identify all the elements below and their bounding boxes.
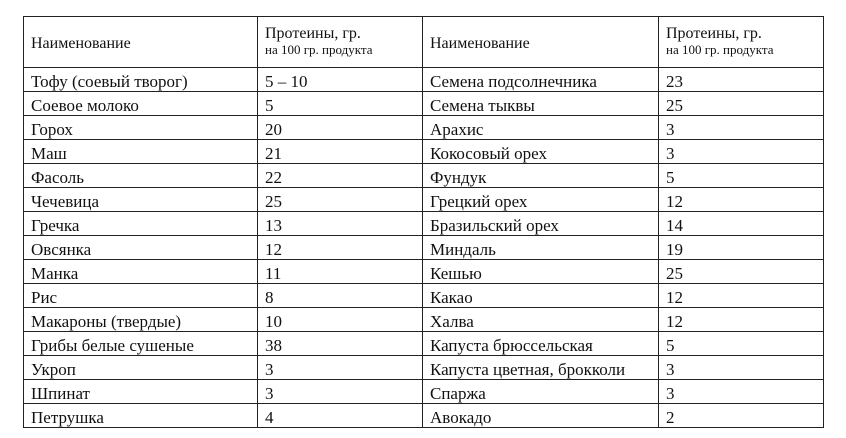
cell-name-right: Грецкий орех <box>423 188 659 212</box>
column-header-protein-left <box>258 17 423 68</box>
cell-protein-left: 20 <box>258 116 423 140</box>
cell-protein-right: 5 <box>659 332 824 356</box>
cell-protein-left: 4 <box>258 404 423 428</box>
cell-name-right: Кешью <box>423 260 659 284</box>
cell-name-left: Гречка <box>24 212 258 236</box>
cell-name-right: Авокадо <box>423 404 659 428</box>
table-row <box>24 308 824 332</box>
table-row <box>24 188 824 212</box>
column-header-name-right <box>423 17 659 68</box>
cell-protein-right: 23 <box>659 68 824 92</box>
table-row <box>24 404 824 428</box>
cell-name-right: Какао <box>423 284 659 308</box>
table-body <box>24 17 824 428</box>
cell-protein-left: 12 <box>258 236 423 260</box>
cell-name-left: Фасоль <box>24 164 258 188</box>
cell-name-right: Кокосовый орех <box>423 140 659 164</box>
column-header-name-left <box>24 17 258 68</box>
cell-protein-left: 22 <box>258 164 423 188</box>
column-header-protein-right <box>659 17 824 68</box>
cell-name-left: Горох <box>24 116 258 140</box>
cell-name-left: Овсянка <box>24 236 258 260</box>
column-header-name-right-label: Наименование <box>430 35 530 52</box>
column-header-protein-left-line2: на 100 гр. продукта <box>265 42 373 57</box>
cell-name-right: Капуста брюссельская <box>423 332 659 356</box>
table-row <box>24 140 824 164</box>
cell-protein-right: 19 <box>659 236 824 260</box>
table-row <box>24 92 824 116</box>
column-header-name-left-label: Наименование <box>31 35 131 52</box>
cell-name-right: Бразильский орех <box>423 212 659 236</box>
protein-table <box>23 16 824 428</box>
table-row <box>24 260 824 284</box>
table-row <box>24 212 824 236</box>
cell-name-left: Чечевица <box>24 188 258 212</box>
cell-name-right: Спаржа <box>423 380 659 404</box>
cell-protein-left: 3 <box>258 356 423 380</box>
cell-name-right: Фундук <box>423 164 659 188</box>
cell-name-right: Халва <box>423 308 659 332</box>
cell-protein-right: 3 <box>659 116 824 140</box>
column-header-protein-right-line2: на 100 гр. продукта <box>666 42 774 57</box>
cell-protein-left: 5 – 10 <box>258 68 423 92</box>
cell-protein-right: 3 <box>659 140 824 164</box>
cell-name-left: Тофу (соевый творог) <box>24 68 258 92</box>
cell-name-left: Петрушка <box>24 404 258 428</box>
cell-protein-right: 12 <box>659 188 824 212</box>
cell-protein-left: 21 <box>258 140 423 164</box>
table-row <box>24 68 824 92</box>
cell-protein-left: 11 <box>258 260 423 284</box>
cell-name-right: Семена подсолнечника <box>423 68 659 92</box>
table-row <box>24 380 824 404</box>
cell-protein-right: 25 <box>659 92 824 116</box>
cell-name-left: Макароны (твердые) <box>24 308 258 332</box>
cell-protein-right: 14 <box>659 212 824 236</box>
cell-name-right: Семена тыквы <box>423 92 659 116</box>
cell-name-left: Маш <box>24 140 258 164</box>
table-row <box>24 164 824 188</box>
cell-protein-left: 10 <box>258 308 423 332</box>
cell-protein-left: 3 <box>258 380 423 404</box>
cell-protein-right: 3 <box>659 380 824 404</box>
cell-name-left: Соевое молоко <box>24 92 258 116</box>
cell-name-left: Манка <box>24 260 258 284</box>
column-header-protein-right-line1: Протеины, гр. <box>666 25 762 42</box>
cell-protein-right: 12 <box>659 284 824 308</box>
cell-protein-right: 5 <box>659 164 824 188</box>
cell-name-right: Арахис <box>423 116 659 140</box>
cell-protein-left: 38 <box>258 332 423 356</box>
cell-protein-right: 2 <box>659 404 824 428</box>
cell-name-right: Капуста цветная, брокколи <box>423 356 659 380</box>
table-row <box>24 116 824 140</box>
cell-name-left: Грибы белые сушеные <box>24 332 258 356</box>
cell-protein-left: 8 <box>258 284 423 308</box>
cell-name-left: Рис <box>24 284 258 308</box>
column-header-protein-left-line1: Протеины, гр. <box>265 25 361 42</box>
table-row <box>24 332 824 356</box>
cell-protein-left: 25 <box>258 188 423 212</box>
cell-protein-right: 25 <box>659 260 824 284</box>
table-row <box>24 356 824 380</box>
cell-protein-left: 5 <box>258 92 423 116</box>
table-header-row <box>24 17 824 68</box>
cell-protein-right: 12 <box>659 308 824 332</box>
cell-name-left: Шпинат <box>24 380 258 404</box>
cell-protein-left: 13 <box>258 212 423 236</box>
cell-protein-right: 3 <box>659 356 824 380</box>
cell-name-right: Миндаль <box>423 236 659 260</box>
cell-name-left: Укроп <box>24 356 258 380</box>
table-row <box>24 284 824 308</box>
table-row <box>24 236 824 260</box>
